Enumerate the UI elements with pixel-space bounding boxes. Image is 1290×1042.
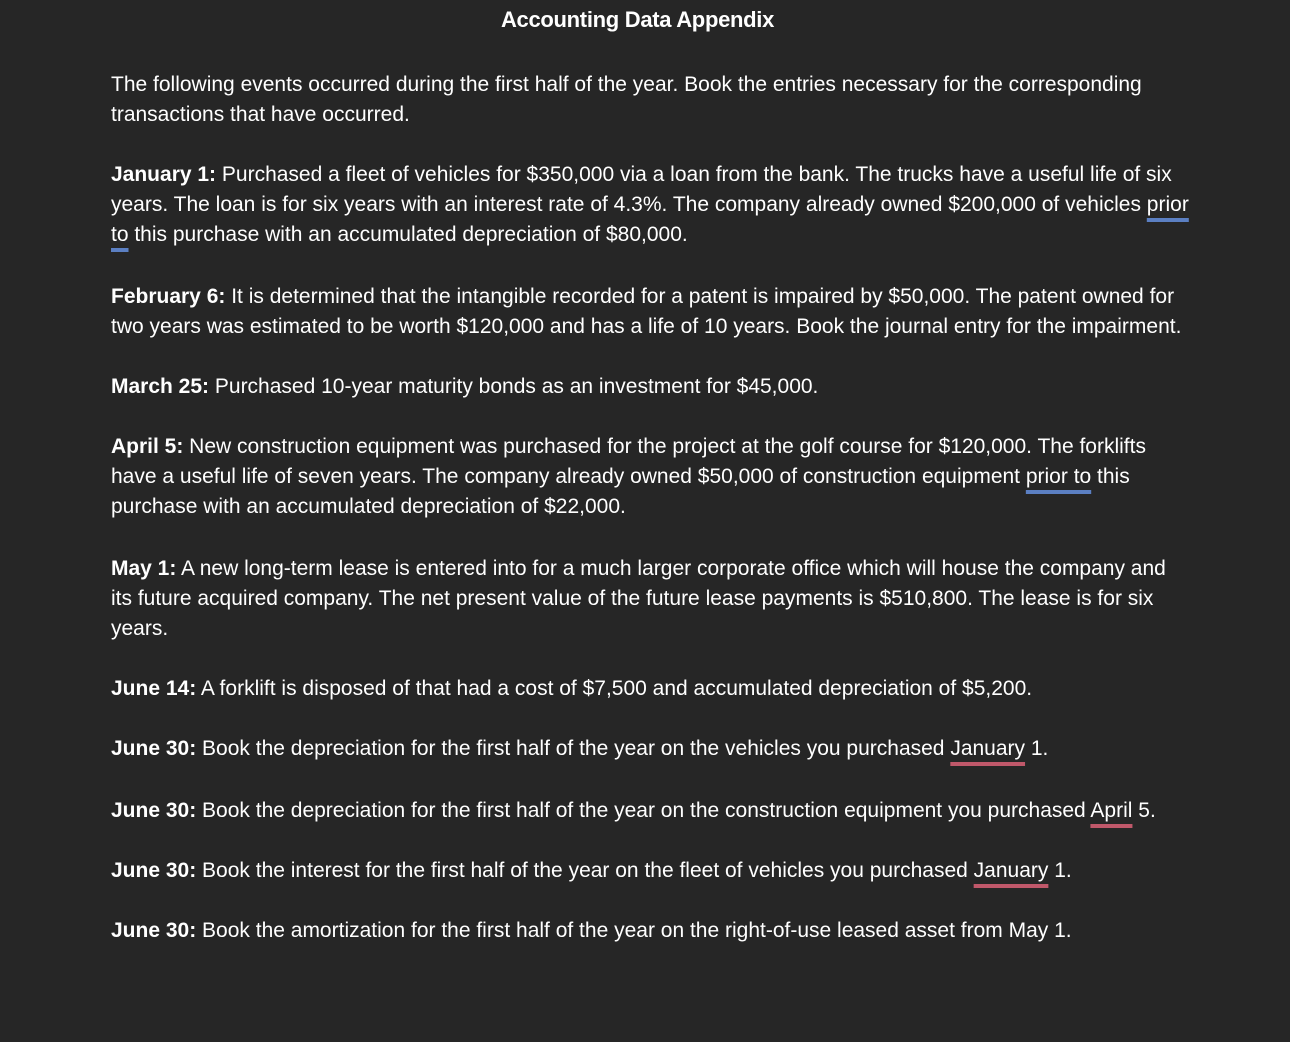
entry-date: March 25: <box>111 375 210 398</box>
entry-text: It is determined that the intangible recorded for a patent is impaired by $50,000. The patent owned for two years was estimated to be worth $120,000 and has a life of 10 years. Book the journal entry for the impairment. <box>111 285 1182 338</box>
entry-date: April 5: <box>111 435 184 458</box>
entry-april-5 <box>111 432 1191 522</box>
entry-date: June 14: <box>111 677 197 700</box>
entry-march-25 <box>111 372 1191 402</box>
entry-date: May 1: <box>111 557 177 580</box>
entry-text: Purchased a fleet of vehicles for $350,000 via a loan from the bank. The trucks have a useful life of six years. The loan is for six years with an interest rate of 4.3%. The company already owned $200,000 of vehicles <box>111 163 1172 216</box>
entry-text: this purchase with an accumulated depreciation of $80,000. <box>128 223 688 246</box>
entry-text: Book the depreciation for the first half of the year on the vehicles you purchased <box>196 737 951 760</box>
spelling-flagged-word[interactable]: January <box>973 859 1049 882</box>
entry-text: 1. <box>1048 859 1072 882</box>
entry-june-30-equipment-depreciation <box>111 796 1191 826</box>
entry-text: A forklift is disposed of that had a cost of $7,500 and accumulated depreciation of $5,200. <box>196 677 1033 700</box>
entry-date: January 1: <box>111 163 217 186</box>
entry-june-30-vehicle-depreciation <box>111 734 1191 764</box>
spelling-flagged-word[interactable]: April <box>1090 799 1133 822</box>
intro-paragraph: The following events occurred during the first half of the year. Book the entries necessary for the corresponding transactions that have occurred. <box>111 73 1142 126</box>
document-body <box>111 70 1191 946</box>
entry-text: Book the depreciation for the first half of the year on the construction equipment you purchased <box>196 799 1091 822</box>
entry-june-14 <box>111 674 1191 704</box>
entry-text: this purchase with an accumulated depreciation of $22,000. <box>111 465 1130 518</box>
entry-may-1 <box>111 554 1191 644</box>
entry-date: June 30: <box>111 799 197 822</box>
entry-june-30-amortization <box>111 916 1191 946</box>
grammar-flagged-phrase[interactable]: prior to <box>1025 465 1092 488</box>
entry-text: Purchased 10-year maturity bonds as an investment for $45,000. <box>209 375 819 398</box>
entry-january-1 <box>111 160 1191 250</box>
entry-date: June 30: <box>111 919 197 942</box>
entry-date: February 6: <box>111 285 226 308</box>
entry-text: Book the amortization for the first half of the year on the right-of-use leased asset from May 1. <box>196 919 1072 942</box>
entry-text: Book the interest for the first half of the year on the fleet of vehicles you purchased <box>196 859 974 882</box>
entry-february-6 <box>111 282 1191 342</box>
entry-date: June 30: <box>111 737 197 760</box>
grammar-flagged-phrase[interactable]: prior to <box>111 193 1189 246</box>
entry-text: 1. <box>1025 737 1049 760</box>
entry-text: A new long-term lease is entered into for a much larger corporate office which will house the company and its future acquired company. The net present value of the future lease payments is $510,800. The lease is for six years. <box>111 557 1166 640</box>
spelling-flagged-word[interactable]: January <box>950 737 1026 760</box>
entry-text: New construction equipment was purchased for the project at the golf course for $120,000. The forklifts have a useful life of seven years. The company already owned $50,000 of construction equipment <box>111 435 1146 488</box>
entry-june-30-interest <box>111 856 1191 886</box>
document-title: Accounting Data Appendix <box>500 7 775 32</box>
entry-text: 5. <box>1132 799 1156 822</box>
entry-date: June 30: <box>111 859 197 882</box>
